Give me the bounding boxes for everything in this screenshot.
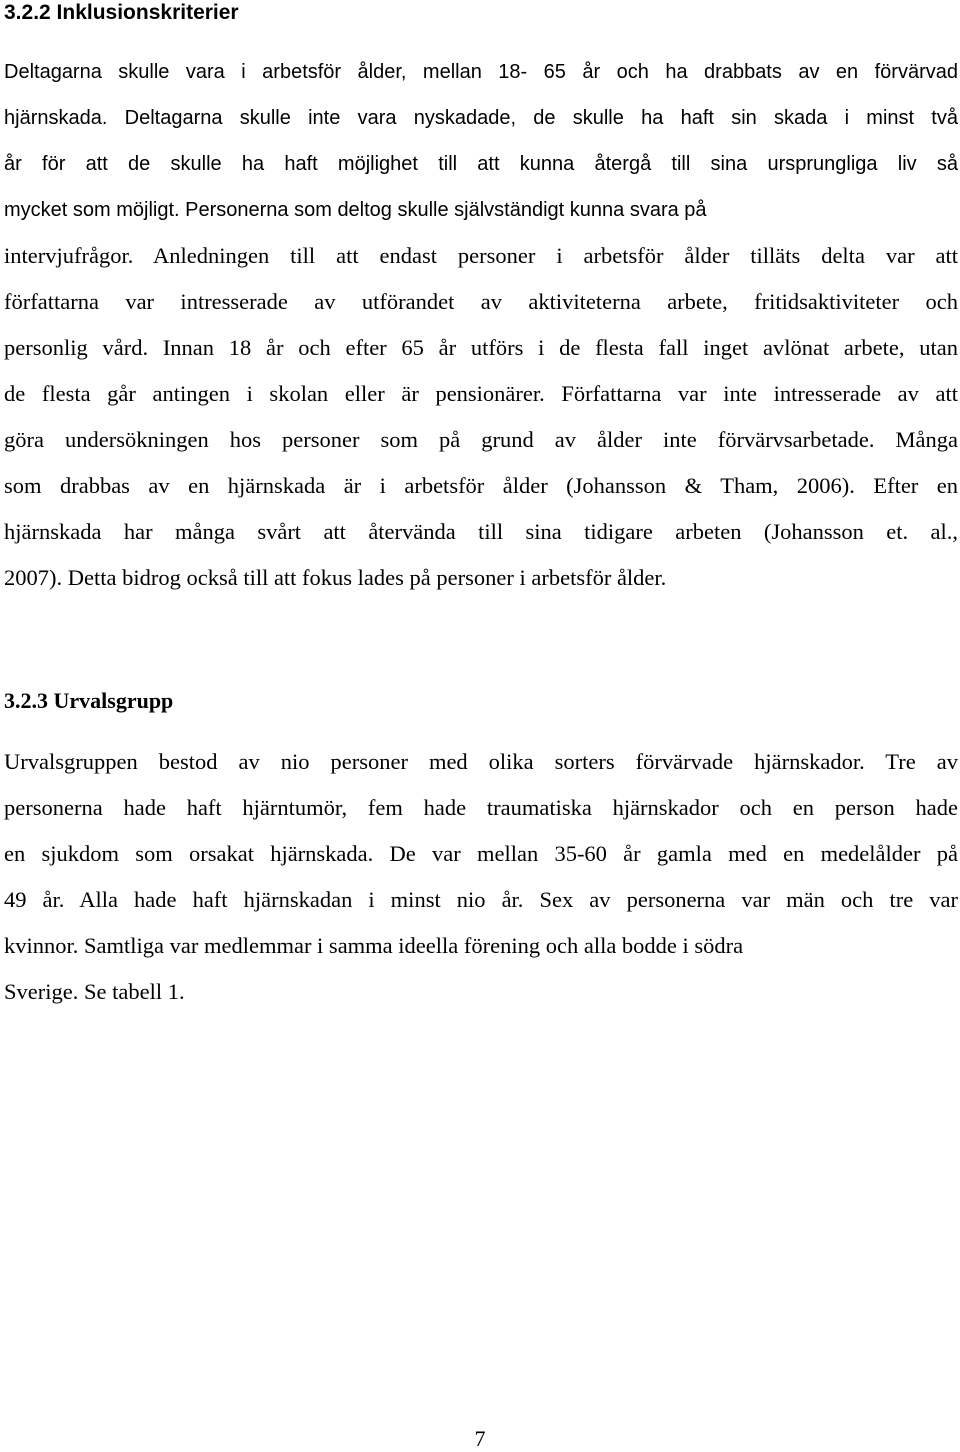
paragraph-serif-part (4, 233, 958, 601)
text-line: hjärnskada har många svårt att återvända till sina tidigare arbeten (Johansson et. al., (4, 519, 958, 544)
inklusionskriterier-paragraph (4, 49, 958, 601)
paragraph (4, 739, 958, 1015)
text-line: Urvalsgruppen bestod av nio personer med olika sorters förvärvade hjärnskador. Tre av (4, 749, 958, 774)
text-line: Sverige. Se tabell 1. (4, 979, 185, 1004)
text-line: göra undersökningen hos personer som på grund av ålder inte förvärvsarbetade. Många (4, 427, 958, 452)
section-inklusionskriterier (4, 0, 958, 26)
text-line: år för att de skulle ha haft möjlighet till att kunna återgå till sina ursprungliga liv så (4, 153, 958, 175)
section-heading: 3.2.3 Urvalsgrupp (4, 688, 174, 713)
paragraph-sans-part (4, 49, 958, 233)
text-line: som drabbas av en hjärnskada är i arbetsför ålder (Johansson & Tham, 2006). Efter en (4, 473, 958, 498)
section-heading: 3.2.2 Inklusionskriterier (4, 1, 239, 24)
text-line: intervjufrågor. Anledningen till att endast personer i arbetsför ålder tilläts delta var att (4, 243, 958, 268)
text-line: 2007). Detta bidrog också till att fokus lades på personer i arbetsför ålder. (4, 565, 667, 590)
text-line: Deltagarna skulle vara i arbetsför ålder, mellan 18- 65 år och ha drabbats av en förvärvad (4, 61, 958, 83)
text-line: 49 år. Alla hade haft hjärnskadan i minst nio år. Sex av personerna var män och tre var (4, 887, 958, 912)
text-line: kvinnor. Samtliga var medlemmar i samma ideella förening och alla bodde i södra (4, 933, 744, 958)
text-line: hjärnskada. Deltagarna skulle inte vara nyskadade, de skulle ha haft sin skada i minst två (4, 107, 958, 129)
urvalsgrupp-paragraph (4, 739, 958, 1015)
page-number: 7 (474, 1426, 486, 1451)
text-line: personerna hade haft hjärntumör, fem hade traumatiska hjärnskador och en person hade (4, 795, 958, 820)
text-line: personlig vård. Innan 18 år och efter 65 år utförs i de flesta fall inget avlönat arbete, utan (4, 335, 958, 360)
section-urvalsgrupp (4, 687, 958, 715)
text-line: författarna var intresserade av utförandet av aktiviteterna arbete, fritidsaktiviteter och (4, 289, 958, 314)
text-line: mycket som möjligt. Personerna som deltog skulle självständigt kunna svara på (4, 199, 707, 221)
text-line: de flesta går antingen i skolan eller är pensionärer. Författarna var inte intresserade av att (4, 381, 958, 406)
text-line: en sjukdom som orsakat hjärnskada. De var mellan 35-60 år gamla med en medelålder på (4, 841, 958, 866)
